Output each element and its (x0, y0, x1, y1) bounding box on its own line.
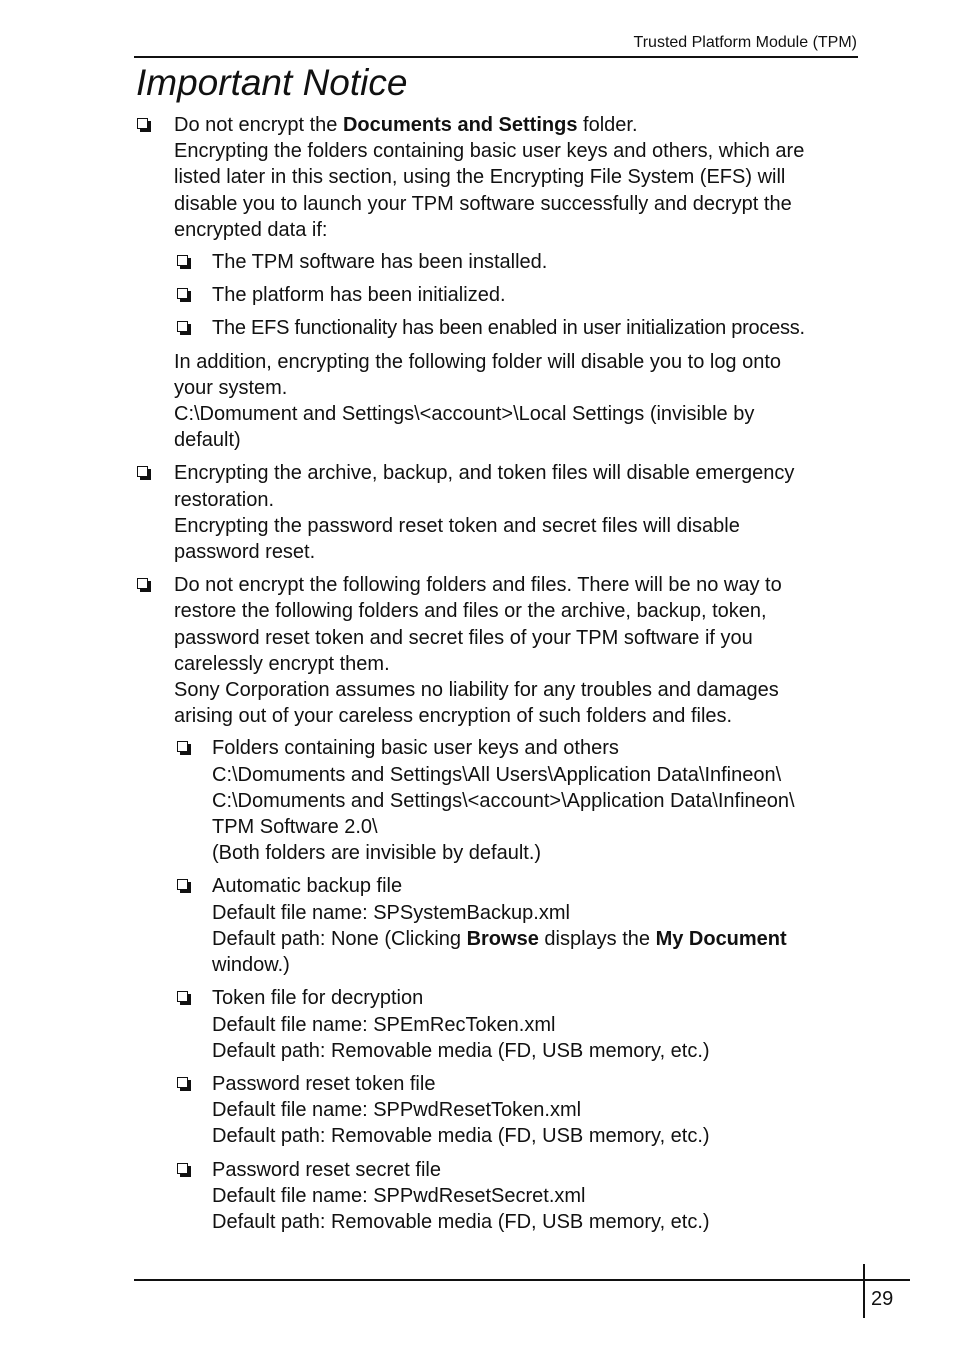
item-line: encrypted data if: (174, 218, 328, 241)
sub-item-line: Default path: Removable media (FD, USB memory, etc.) (212, 1125, 710, 1148)
sub-list (174, 249, 864, 342)
item-line: Encrypting the archive, backup, and token files will disable emergency (174, 462, 795, 485)
item-line: your system. (174, 376, 288, 399)
sub-item-line: C:\Domuments and Settings\<account>\Application Data\Infineon\ (212, 789, 795, 812)
footer-rule (134, 1279, 910, 1281)
sub-item-line: C:\Domuments and Settings\All Users\Application Data\Infineon\ (212, 763, 782, 786)
checkbox-bullet-icon (177, 879, 188, 890)
checkbox-bullet-icon (177, 991, 188, 1002)
sub-item-line: Password reset secret file (212, 1158, 441, 1181)
item-line: default) (174, 429, 241, 452)
sub-item-line: Folders containing basic user keys and others (212, 737, 619, 760)
checkbox-bullet-icon (177, 288, 188, 299)
item-line: password reset. (174, 541, 316, 564)
sub-item (174, 282, 864, 308)
checkbox-bullet-icon (137, 466, 148, 477)
sub-item-line: TPM Software 2.0\ (212, 816, 378, 839)
checkbox-bullet-icon (137, 578, 148, 589)
sub-item (174, 873, 864, 978)
notice-item (134, 460, 864, 565)
item-line: Encrypting the password reset token and secret files will disable (174, 514, 740, 537)
header-rule (134, 56, 858, 58)
sub-item-line: Automatic backup file (212, 875, 403, 898)
sub-item-line: Default path: Removable media (FD, USB memory, etc.) (212, 1039, 710, 1062)
item-line: In addition, encrypting the following folder will disable you to log onto (174, 350, 782, 373)
sub-item-line: Default file name: SPPwdResetSecret.xml (212, 1184, 586, 1207)
page-number: 29 (871, 1288, 894, 1310)
item-line: carelessly encrypt them. (174, 652, 390, 675)
checkbox-bullet-icon (137, 118, 148, 129)
checkbox-bullet-icon (177, 1163, 188, 1174)
sub-list (174, 735, 864, 1235)
page-title: Important Notice (136, 62, 408, 103)
notice-item (134, 572, 864, 1235)
notice-item (134, 112, 864, 453)
checkbox-bullet-icon (177, 1077, 188, 1088)
checkbox-bullet-icon (177, 255, 188, 266)
sub-item-line: window.) (212, 954, 290, 977)
notice-content (134, 112, 864, 1242)
item-line: password reset token and secret files of your TPM software if you (174, 626, 753, 649)
item-line: Do not encrypt the following folders and files. There will be no way to (174, 574, 782, 597)
item-paragraph (174, 349, 864, 454)
sub-item-line: Token file for decryption (212, 987, 424, 1010)
sub-item-line: The TPM software has been installed. (212, 251, 548, 274)
item-line: arising out of your careless encryption of such folders and files. (174, 705, 733, 728)
sub-item-line: Default file name: SPEmRecToken.xml (212, 1013, 556, 1036)
sub-item-line: Default path: None (Clicking Browse displays the My Document (212, 927, 787, 950)
sub-item (174, 1157, 864, 1236)
footer-divider (863, 1264, 865, 1318)
sub-item-line: Default path: Removable media (FD, USB memory, etc.) (212, 1210, 710, 1233)
item-line: C:\Domument and Settings\<account>\Local Settings (invisible by (174, 403, 755, 426)
sub-item (174, 985, 864, 1064)
item-line: Encrypting the folders containing basic user keys and others, which are (174, 140, 805, 163)
running-header: Trusted Platform Module (TPM) (633, 34, 857, 51)
sub-item-line: The platform has been initialized. (212, 284, 506, 307)
sub-item (174, 735, 864, 866)
item-line: disable you to launch your TPM software successfully and decrypt the (174, 192, 792, 215)
sub-item (174, 1071, 864, 1150)
checkbox-bullet-icon (177, 741, 188, 752)
sub-item-line: Password reset token file (212, 1072, 436, 1095)
sub-item-line: (Both folders are invisible by default.) (212, 842, 542, 865)
checkbox-bullet-icon (177, 321, 188, 332)
item-line: restore the following folders and files or the archive, backup, token, (174, 600, 767, 623)
item-line: listed later in this section, using the Encrypting File System (EFS) will (174, 166, 786, 189)
item-line: restoration. (174, 488, 275, 511)
sub-item-line: Default file name: SPSystemBackup.xml (212, 901, 570, 924)
sub-item-line: The EFS functionality has been enabled in user initialization process. (212, 317, 805, 340)
sub-item (174, 249, 864, 275)
sub-item (174, 315, 864, 341)
item-line: Sony Corporation assumes no liability for any troubles and damages (174, 679, 779, 702)
sub-item-line: Default file name: SPPwdResetToken.xml (212, 1099, 582, 1122)
item-line: Do not encrypt the Documents and Settings folder. (174, 114, 638, 136)
